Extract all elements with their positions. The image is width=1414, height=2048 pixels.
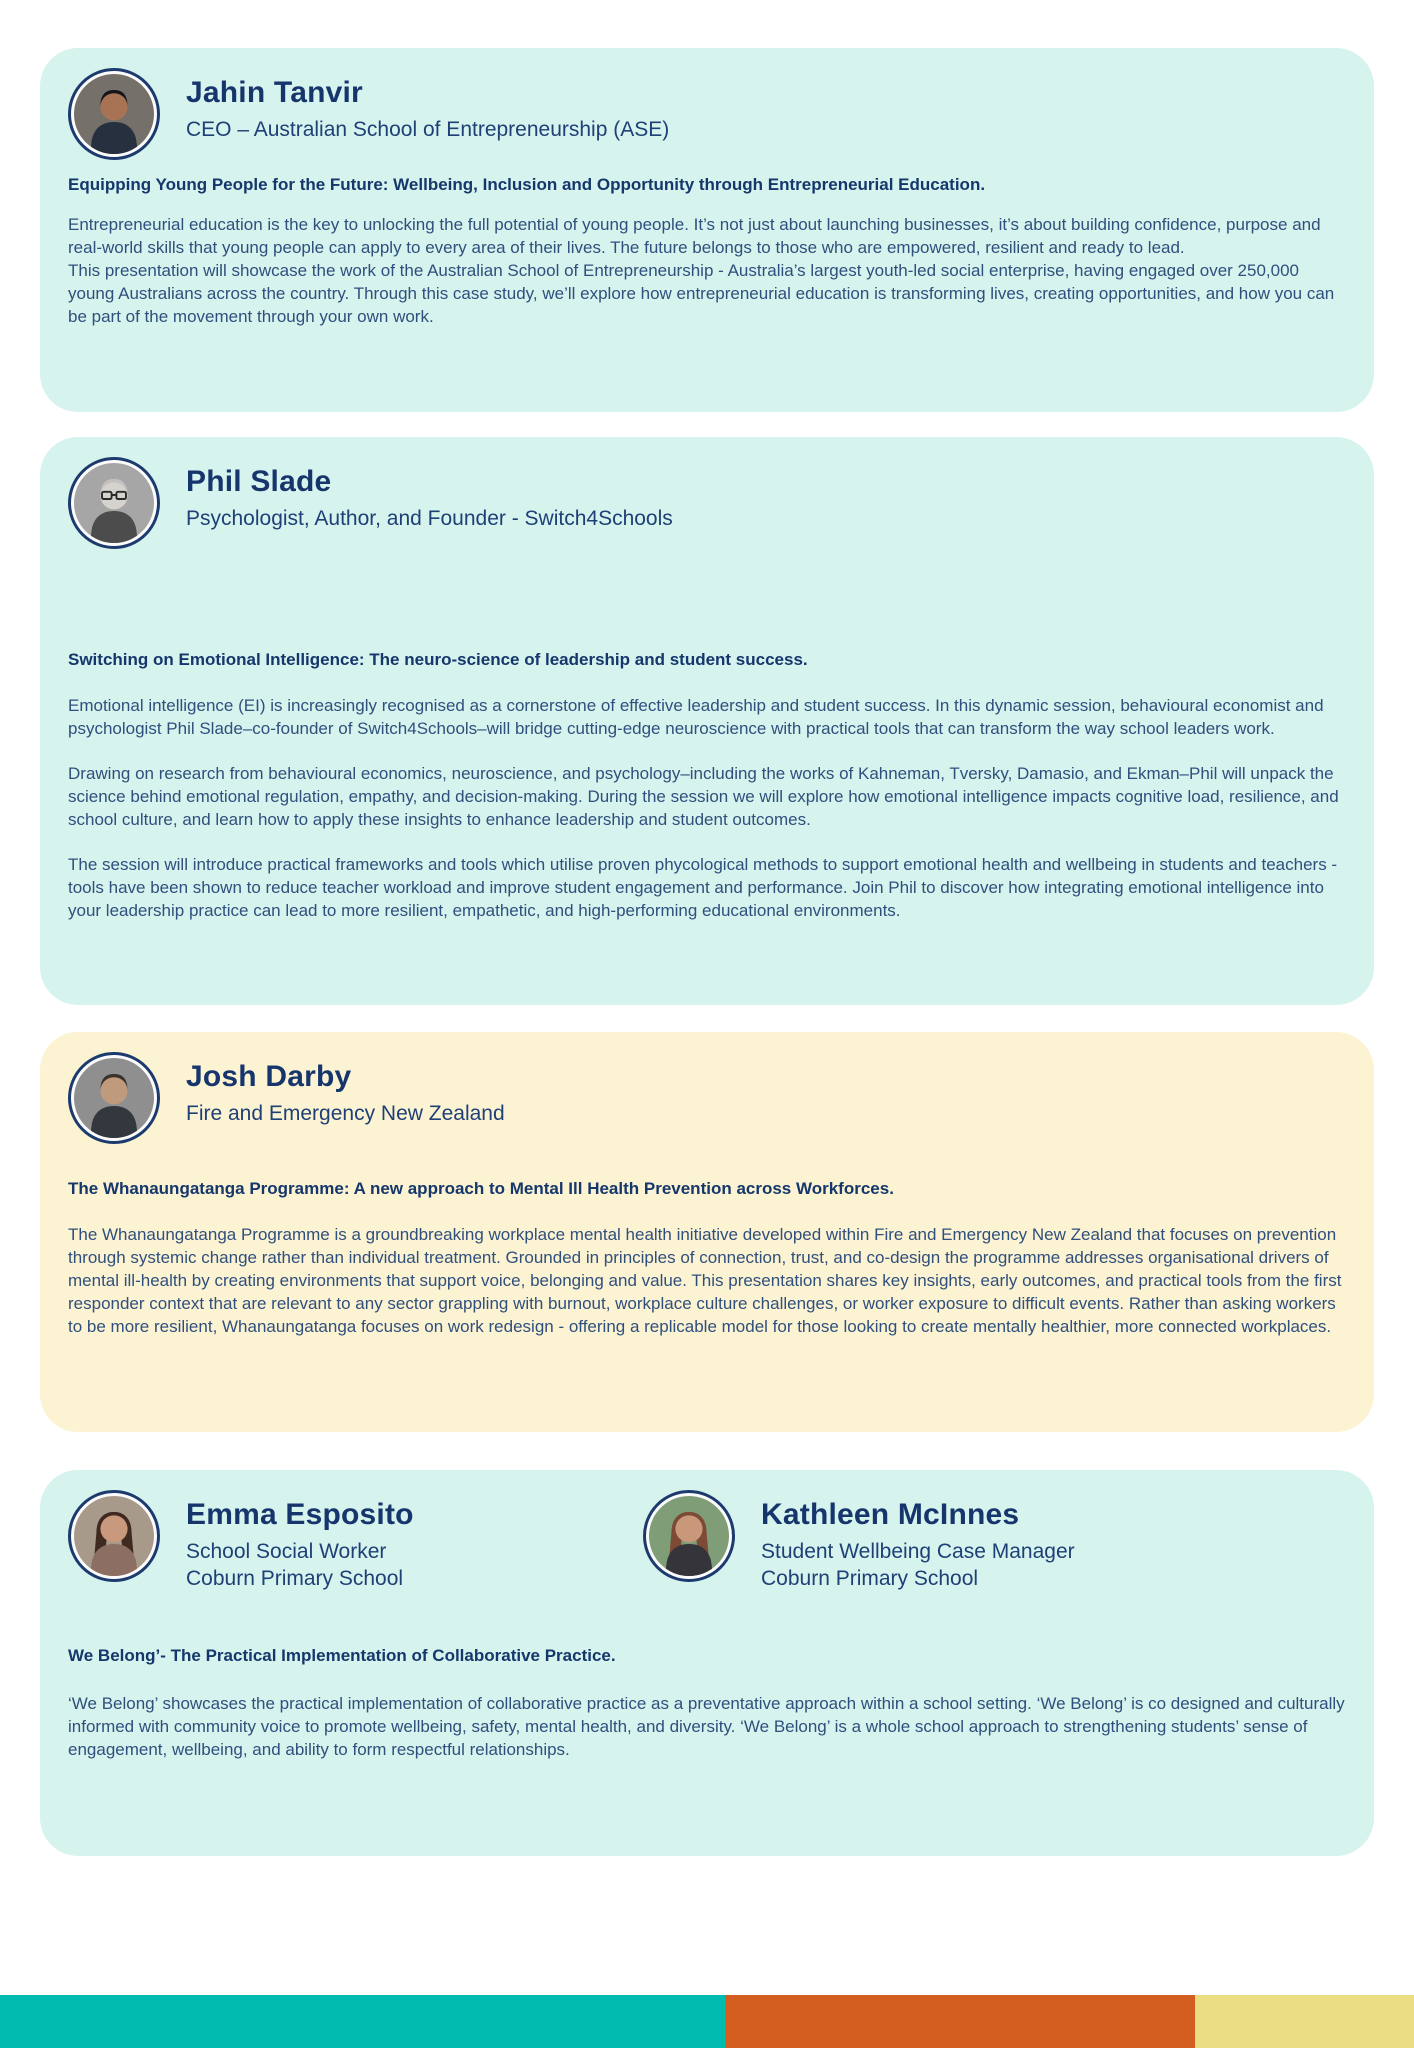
session-title: The Whanaungatanga Programme: A new approach to Mental Ill Health Prevention across Workforces.	[68, 1179, 894, 1198]
speaker-role	[186, 117, 669, 144]
footer-bar-orange	[725, 1995, 1194, 2048]
speaker-role-line: CEO – Australian School of Entrepreneurship (ASE)	[186, 118, 670, 141]
speaker-info	[186, 1490, 414, 1593]
portrait-photo-icon	[74, 463, 154, 543]
session-abstract	[68, 1223, 1348, 1338]
speaker-cards	[40, 48, 1374, 1856]
speaker-role-line: Fire and Emergency New Zealand	[186, 1102, 505, 1125]
speaker-role-line: Student Wellbeing Case Manager	[761, 1540, 1075, 1563]
speaker-role-line: Coburn Primary School	[761, 1566, 979, 1590]
speaker-info	[186, 1052, 505, 1128]
speaker-avatar	[68, 1490, 160, 1582]
session-paragraph: ‘We Belong’ showcases the practical implementation of collaborative practice as a preventative approach within a school setting. ‘We Belong’ is co designed and culturally informed with community voice to promote wellbeing, safety, mental health, and diversity. ‘We Belong’ is a whole school approach to strengthening students’ sense of engagement, wellbeing, and ability to form respectful relationships.	[68, 1693, 1345, 1759]
session-abstract	[68, 213, 1348, 328]
portrait-photo-icon	[74, 1058, 154, 1138]
speaker-role-line: Coburn Primary School	[186, 1566, 404, 1590]
speaker-card-header	[68, 1052, 1348, 1144]
speaker-card-header	[68, 68, 1348, 160]
session-abstract	[68, 694, 1348, 922]
session-title: Switching on Emotional Intelligence: The neuro-science of leadership and student success.	[68, 650, 808, 669]
speaker	[68, 457, 673, 549]
speaker-role	[186, 506, 673, 533]
session-paragraph: Drawing on research from behavioural economics, neuroscience, and psychology–including the works of Kahneman, Tversky, Damasio, and Ekman–Phil will unpack the science behind emotional regulation, empathy, and decision-making. During the session we will explore how emotional intelligence impacts cognitive load, resilience, and school culture, and learn how to apply these insights to enhance leadership and student outcomes.	[68, 763, 1339, 829]
session-paragraph: Entrepreneurial education is the key to unlocking the full potential of young people. It’s not just about launching businesses, it’s about building confidence, purpose and real-world skills that young people can apply to every area of their lives. The future belongs to those who are empowered, resilient and ready to lead.	[68, 214, 1321, 257]
speaker-name: Jahin Tanvir	[186, 76, 363, 109]
speaker-avatar	[643, 1490, 735, 1582]
speaker	[68, 1490, 643, 1593]
session-paragraph: Emotional intelligence (EI) is increasingly recognised as a cornerstone of effective leadership and student success. In this dynamic session, behavioural economist and psychologist Phil Slade–co-founder of Switch4Schools–will bridge cutting-edge neuroscience with practical tools that can transform the way school leaders work.	[68, 695, 1324, 738]
speaker-avatar	[68, 68, 160, 160]
speaker-role	[186, 1101, 505, 1128]
speaker-avatar	[68, 1052, 160, 1144]
footer-bar-teal	[0, 1995, 725, 2048]
portrait-photo-icon	[74, 74, 154, 154]
speaker	[68, 1052, 505, 1144]
session-title: We Belong’- The Practical Implementation of Collaborative Practice.	[68, 1645, 616, 1665]
speaker-role-line: Psychologist, Author, and Founder - Switch4Schools	[186, 507, 673, 530]
program-page	[0, 48, 1414, 2048]
speaker-role-line: School Social Worker	[186, 1540, 387, 1563]
portrait-photo-icon	[74, 1496, 154, 1576]
speaker-avatar	[68, 457, 160, 549]
speaker	[68, 68, 669, 160]
speaker-card	[40, 48, 1374, 412]
session-paragraph: The Whanaungatanga Programme is a groundbreaking workplace mental health initiative developed within Fire and Emergency New Zealand that focuses on prevention through systemic change rather than individual treatment. Grounded in principles of connection, trust, and co-design the programme addresses organisational drivers of mental ill-health by creating environments that support voice, belonging and value. This presentation shares key insights, early outcomes, and practical tools from the first responder context that are relevant to any sector grappling with burnout, workplace culture challenges, or worker exposure to difficult events. Rather than asking workers to be more resilient, Whanaungatanga focuses on work redesign - offering a replicable model for those looking to create mentally healthier, more connected workplaces.	[68, 1224, 1342, 1336]
portrait-photo-icon	[649, 1496, 729, 1576]
speaker-name: Emma Esposito	[186, 1498, 414, 1531]
speaker	[643, 1490, 1348, 1593]
session-paragraph: The session will introduce practical frameworks and tools which utilise proven phycological methods to support emotional health and wellbeing in students and teachers - tools have been shown to reduce teacher workload and improve student engagement and performance. Join Phil to discover how integrating emotional intelligence into your leadership practice can lead to more resilient, empathetic, and high-performing educational environments.	[68, 854, 1338, 920]
footer-color-bar	[0, 1995, 1414, 2048]
speaker-name: Phil Slade	[186, 465, 332, 498]
footer-bar-yellow	[1195, 1995, 1414, 2048]
speaker-info	[186, 68, 669, 144]
session-abstract	[68, 1692, 1348, 1761]
speaker-name: Kathleen McInnes	[761, 1498, 1020, 1531]
speaker-card-header	[68, 1490, 1348, 1593]
session-paragraph: This presentation will showcase the work of the Australian School of Entrepreneurship - Australia’s largest youth-led social enterprise, having engaged over 250,000 young Australians across the country. Through this case study, we’ll explore how entrepreneurial education is transforming lives, creating opportunities, and how you can be part of the movement through your own work.	[68, 260, 1335, 326]
speaker-name: Josh Darby	[186, 1060, 352, 1093]
session-title: Equipping Young People for the Future: Wellbeing, Inclusion and Opportunity through Entrepreneurial Education.	[68, 175, 986, 194]
speaker-role	[761, 1539, 1075, 1593]
speaker-card	[40, 437, 1374, 1005]
speaker-card	[40, 1032, 1374, 1432]
speaker-role	[186, 1539, 414, 1593]
speaker-info	[761, 1490, 1075, 1593]
speaker-card-header	[68, 457, 1348, 549]
speaker-card	[40, 1470, 1374, 1856]
speaker-info	[186, 457, 673, 533]
